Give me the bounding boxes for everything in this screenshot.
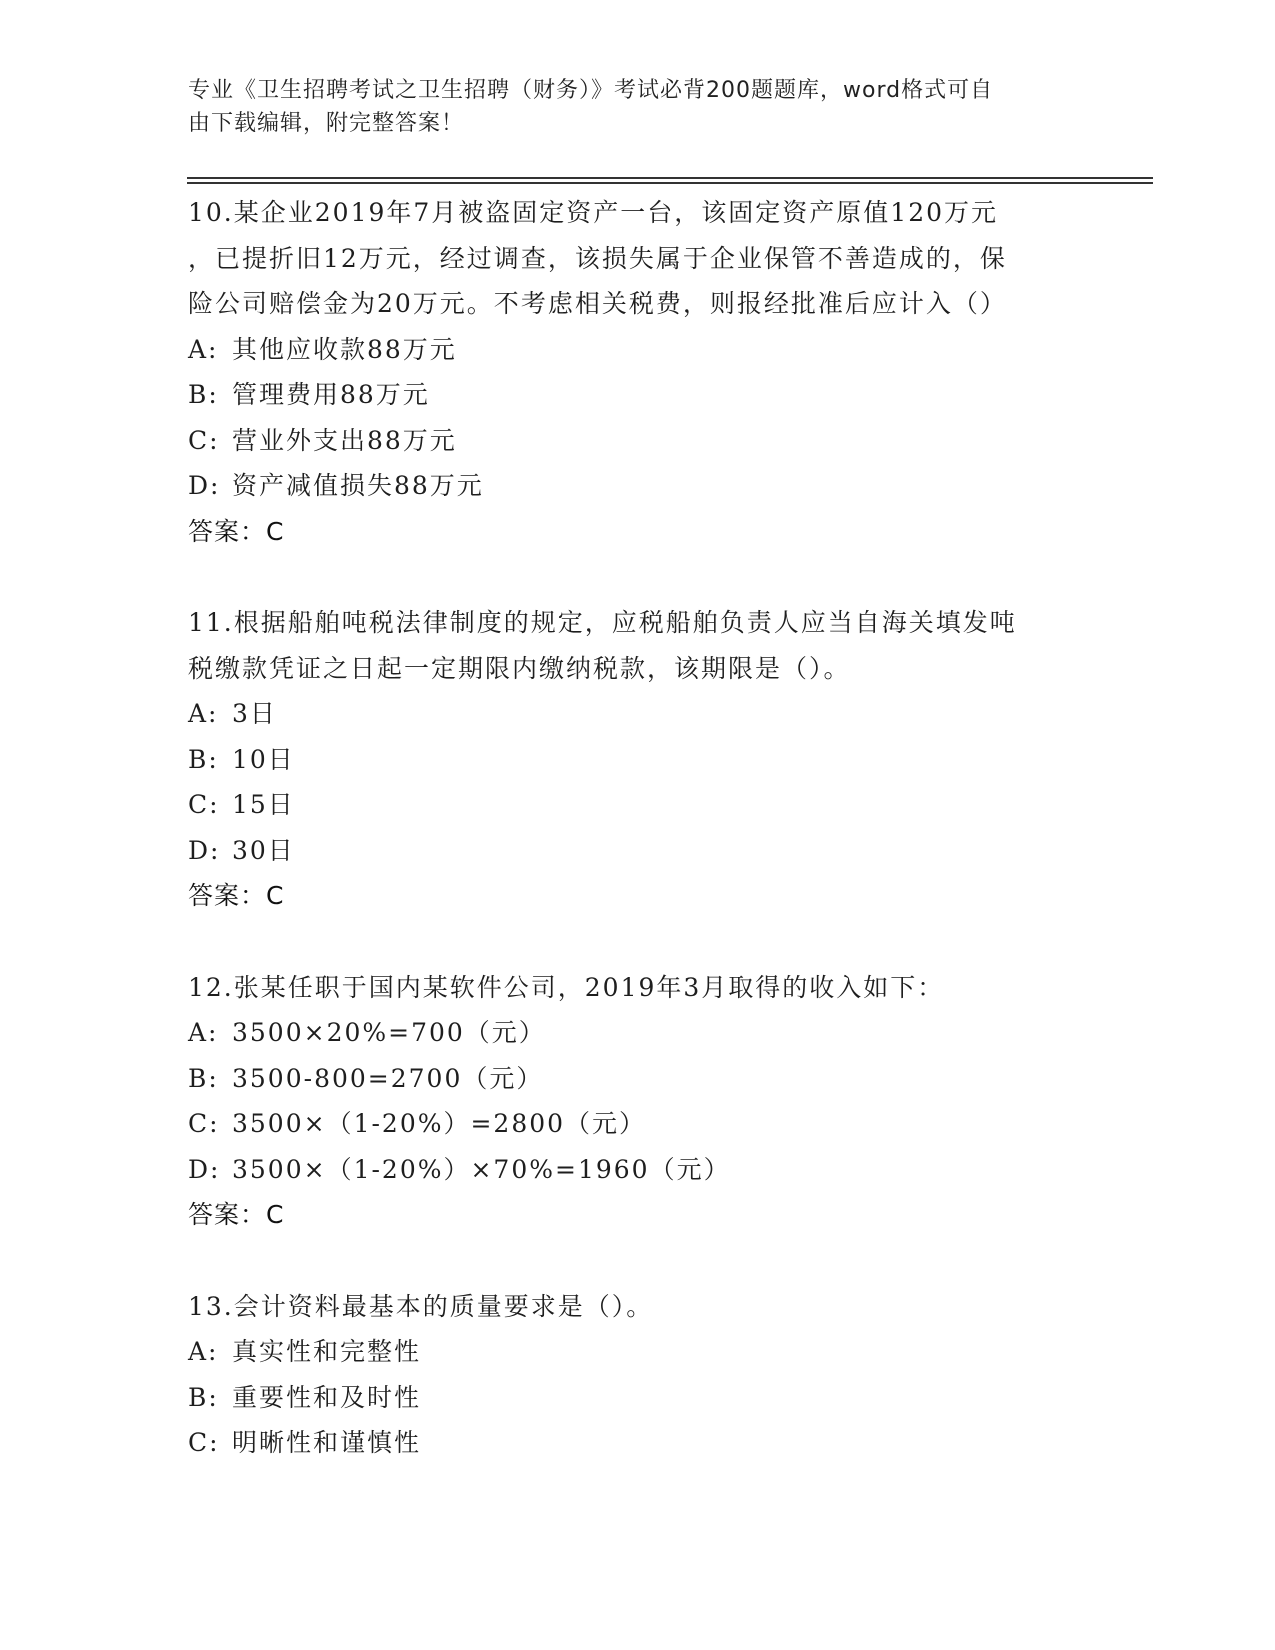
intro-line-1: 专业《卫生招聘考试之卫生招聘（财务）》考试必背200题题库，word格式可自 (188, 78, 994, 103)
option-letter: B: (188, 744, 219, 774)
option-a (188, 1010, 1088, 1056)
option-a (188, 691, 1088, 737)
question-line: 13.会计资料最基本的质量要求是（）。 (188, 1291, 654, 1321)
option-d (188, 1147, 1088, 1193)
option-letter: D: (188, 471, 221, 500)
question-13 (188, 1284, 1088, 1466)
option-letter: C: (188, 790, 220, 819)
question-line: 税缴款凭证之日起一定期限内缴纳税款，该期限是（）。 (188, 653, 851, 683)
question-text (188, 1284, 1088, 1330)
option-b (188, 372, 1088, 418)
option-text: 10日 (232, 744, 295, 774)
header-divider-bottom (187, 182, 1153, 184)
spacer (188, 554, 1088, 600)
option-a (188, 1329, 1088, 1375)
option-letter: C: (188, 425, 220, 455)
question-text (188, 600, 1088, 691)
option-text: 3500-800=2700（元） (232, 1063, 544, 1093)
option-text: 3500×（1-20%）×70%=1960（元） (232, 1154, 731, 1184)
option-text: 3500×（1-20%）=2800（元） (232, 1109, 647, 1138)
answer-line: 答案：C (188, 1200, 285, 1229)
option-c (188, 1101, 1088, 1147)
document-intro (188, 74, 1068, 140)
option-c (188, 782, 1088, 828)
option-letter: A: (188, 334, 219, 364)
option-text: 真实性和完整性 (232, 1337, 422, 1366)
question-line: 11.根据船舶吨税法律制度的规定，应税船舶负责人应当自海关填发吨 (188, 608, 1017, 637)
option-letter: C: (188, 1109, 220, 1138)
option-letter: A: (188, 1018, 219, 1047)
option-a (188, 327, 1088, 373)
question-12 (188, 965, 1088, 1238)
question-11 (188, 600, 1088, 919)
option-letter: D: (188, 1154, 221, 1184)
option-text: 营业外支出88万元 (232, 425, 457, 455)
question-list (188, 190, 1088, 1466)
option-letter: C: (188, 1428, 220, 1457)
option-letter: A: (188, 1337, 219, 1366)
option-letter: B: (188, 1063, 219, 1093)
option-text: 其他应收款88万元 (232, 334, 457, 364)
question-line: 10.某企业2019年7月被盗固定资产一台，该固定资产原值120万元 (188, 198, 999, 227)
option-text: 15日 (232, 790, 295, 819)
option-text: 资产减值损失88万元 (232, 471, 484, 500)
option-letter: A: (188, 699, 219, 728)
option-text: 管理费用88万元 (232, 380, 430, 409)
header-divider-top (187, 177, 1153, 179)
question-line: 12.张某任职于国内某软件公司，2019年3月取得的收入如下： (188, 972, 945, 1002)
option-letter: B: (188, 1382, 219, 1412)
option-text: 3500×20%=700（元） (232, 1018, 546, 1047)
question-line: 险公司赔偿金为20万元。不考虑相关税费，则报经批准后应计入（） (188, 289, 1007, 318)
option-d (188, 463, 1088, 509)
option-letter: D: (188, 835, 221, 865)
option-c (188, 1420, 1088, 1466)
option-b (188, 1056, 1088, 1102)
option-text: 3日 (232, 699, 277, 728)
option-c (188, 418, 1088, 464)
answer-line: 答案：C (188, 881, 285, 910)
question-line: ，已提折旧12万元，经过调查，该损失属于企业保管不善造成的，保 (188, 243, 1007, 273)
spacer (188, 1238, 1088, 1284)
option-d (188, 828, 1088, 874)
option-text: 明晰性和谨慎性 (232, 1428, 422, 1457)
option-letter: B: (188, 380, 219, 409)
spacer (188, 919, 1088, 965)
question-text (188, 190, 1088, 327)
option-b (188, 737, 1088, 783)
option-text: 重要性和及时性 (232, 1382, 422, 1412)
question-10 (188, 190, 1088, 554)
option-text: 30日 (232, 835, 295, 865)
question-text (188, 965, 1088, 1011)
intro-line-2: 由下载编辑，附完整答案！ (188, 111, 465, 136)
answer-line: 答案：C (188, 516, 285, 546)
option-b (188, 1375, 1088, 1421)
